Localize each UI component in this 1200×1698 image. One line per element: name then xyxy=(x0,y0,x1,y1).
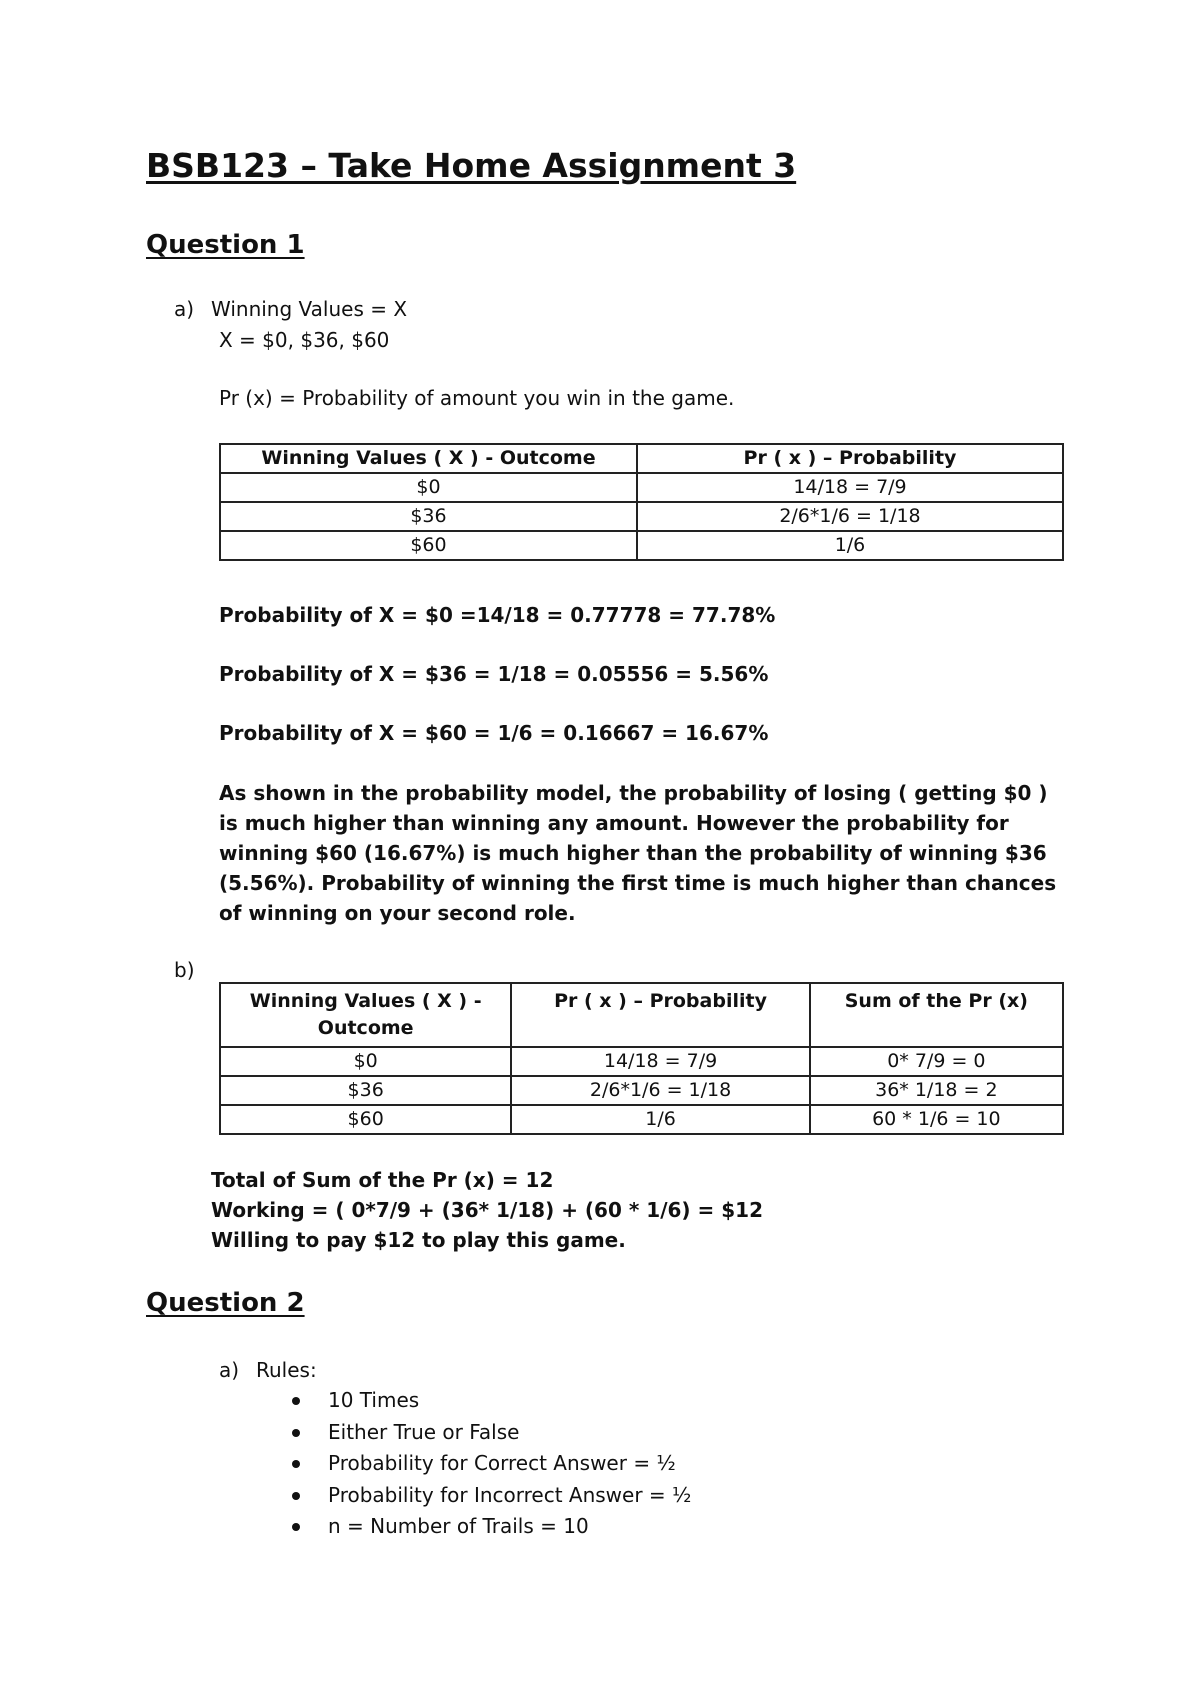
q1b-total: Total of Sum of the Pr (x) = 12 xyxy=(211,1168,554,1192)
table-row xyxy=(220,1076,1063,1105)
q2a-rules-list xyxy=(292,1385,691,1543)
table-header-cell: Winning Values ( X ) - Outcome xyxy=(220,444,637,473)
q1a-line-x-values: X = $0, $36, $60 xyxy=(219,328,390,352)
table-cell: 2/6*1/6 = 1/18 xyxy=(637,502,1063,531)
list-item xyxy=(292,1511,691,1543)
question-1-heading: Question 1 xyxy=(146,230,305,260)
q1a-prob-0: Probability of X = $0 =14/18 = 0.77778 = 77.78% xyxy=(219,603,776,627)
table-header-cell: Pr ( x ) – Probability xyxy=(511,983,809,1047)
table-row xyxy=(220,1047,1063,1076)
q1a-explanation-paragraph: As shown in the probability model, the probability of losing ( getting $0 ) is much higher than winning any amount. However the probability for winning $60 (16.67%) is much higher than the probability of winning $36 (5.56%). Probability of winning the first time is much higher than chances of winning on your second role. xyxy=(219,781,1057,925)
table-header-cell: Pr ( x ) – Probability xyxy=(637,444,1063,473)
table-header-cell: Sum of the Pr (x) xyxy=(810,983,1063,1047)
rule-text: Probability for Correct Answer = ½ xyxy=(328,1451,676,1475)
table-cell: $60 xyxy=(220,531,637,560)
table-cell: 1/6 xyxy=(637,531,1063,560)
table-cell: 14/18 = 7/9 xyxy=(637,473,1063,502)
list-item xyxy=(292,1417,691,1449)
rule-text: Either True or False xyxy=(328,1419,520,1444)
list-item xyxy=(292,1480,691,1512)
table-cell: 2/6*1/6 = 1/18 xyxy=(511,1076,809,1105)
q2a-rules-label: Rules: xyxy=(256,1358,317,1382)
table-header-cell: Winning Values ( X ) - Outcome xyxy=(220,983,511,1047)
bullet-icon xyxy=(292,1429,300,1437)
q1a-prob-36: Probability of X = $36 = 1/18 = 0.05556 = 5.56% xyxy=(219,662,769,686)
q1-part-a-label: a) xyxy=(174,297,195,321)
question-2-heading: Question 2 xyxy=(146,1288,305,1318)
table-header-row xyxy=(220,983,1063,1047)
q1a-line-pr-definition: Pr (x) = Probability of amount you win in the game. xyxy=(219,386,735,410)
table-cell: 14/18 = 7/9 xyxy=(511,1047,809,1076)
table-header-row xyxy=(220,444,1063,473)
bullet-icon xyxy=(292,1523,300,1531)
document-title: BSB123 – Take Home Assignment 3 xyxy=(146,146,797,185)
bullet-icon xyxy=(292,1492,300,1500)
table-cell: 60 * 1/6 = 10 xyxy=(810,1105,1063,1134)
q1b-working: Working = ( 0*7/9 + (36* 1/18) + (60 * 1/6) = $12 xyxy=(211,1198,763,1222)
q1a-prob-60: Probability of X = $60 = 1/6 = 0.16667 = 16.67% xyxy=(219,721,769,745)
table-row xyxy=(220,473,1063,502)
table-cell: $0 xyxy=(220,473,637,502)
table-cell: 1/6 xyxy=(511,1105,809,1134)
q1a-line-winning-values: Winning Values = X xyxy=(211,297,408,321)
table-row xyxy=(220,531,1063,560)
rule-text: Probability for Incorrect Answer = ½ xyxy=(328,1482,692,1507)
table-cell: 36* 1/18 = 2 xyxy=(810,1076,1063,1105)
table-cell: $36 xyxy=(220,502,637,531)
table-cell: $36 xyxy=(220,1076,511,1105)
bullet-icon xyxy=(292,1397,300,1405)
list-item xyxy=(292,1385,691,1417)
bullet-icon xyxy=(292,1460,300,1468)
list-item xyxy=(292,1448,691,1480)
q1b-willing: Willing to pay $12 to play this game. xyxy=(211,1228,626,1252)
table-row xyxy=(220,1105,1063,1134)
q2-part-a-label: a) xyxy=(219,1358,240,1382)
rule-text: 10 Times xyxy=(328,1388,420,1412)
q1b-expected-value-table xyxy=(219,982,1064,1135)
table-cell: $0 xyxy=(220,1047,511,1076)
table-row xyxy=(220,502,1063,531)
rule-text: n = Number of Trails = 10 xyxy=(328,1514,589,1538)
q1-part-b-label: b) xyxy=(174,958,195,982)
table-cell: $60 xyxy=(220,1105,511,1134)
q1a-probability-table xyxy=(219,443,1064,561)
table-cell: 0* 7/9 = 0 xyxy=(810,1047,1063,1076)
